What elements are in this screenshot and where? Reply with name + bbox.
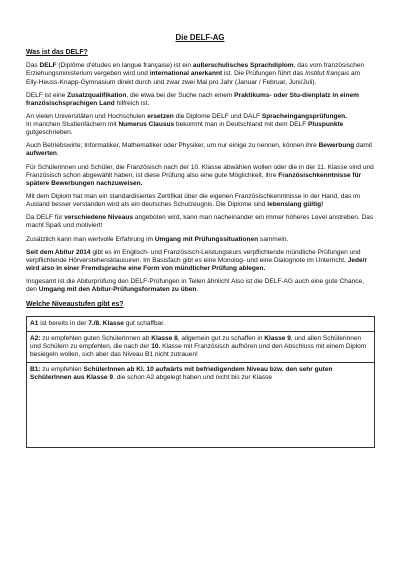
- level-a1-row: A1 ist bereits in der 7./8. Klasse gut schaffbar.: [30, 319, 165, 327]
- paragraph-universities: An vielen Universitäten und Hochschulen ersetzen die Diplome DELF und DALF Spracheingangsprüfungen. In manchen Studienfächern mit Numerus Clausus bekommt man in Deutschland mit dem DELF Pluspunkte gutgeschrieben.: [26, 113, 347, 137]
- paragraph-abitur: Seit dem Abitur 2014 gibt es im Englisch- und Französisch-Leistungskurs verpflichtende mündliche Prüfungen und verpflichtende Hörverstehensklausuren. Im Basisfach gibt es eine Monolog- und eine Dialognote im Unterricht. Jede/r wird also in einer Fremdsprache eine Form von mündlicher Prüfung ablegen.: [26, 248, 367, 272]
- paragraph-intro: Das DELF (Diplôme d'études en langue française) ist ein außerschulisches Sprachdiplom, das vom französischen Erziehungsministerium vergeben wird und international anerkannt ist. Die Prüfungen führt das Institut français am Elly-Heuss-Knapp-Gymnasium direkt durch und zwar zwei Mal pro Jahr (Januar / Februar, Juni/Juli).: [26, 62, 365, 86]
- page-title: Die DELF-AG: [175, 33, 225, 42]
- table-divider: [27, 331, 374, 332]
- section-heading-what-is-delf: Was ist das DELF?: [26, 49, 88, 56]
- paragraph-qualification: DELF ist eine Zusatzqualifikation, die etwa bei der Suche nach einem Praktikums- oder Stu-dienplatz in einem französischsprachigen Land hilfreich ist.: [26, 91, 359, 107]
- section-heading-levels: Welche Niveaustufen gibt es?: [26, 301, 124, 309]
- paragraph-summary: Insgesamt ist die Abiturprüfung den DELF-Prüfungen in Teilen ähnlich! Also ist die DELF-AG auch eine gute Chance, den Umgang mit den Abitur-Prüfungsformaten zu üben.: [26, 278, 364, 294]
- paragraph-experience: Zusätzlich kann man wertvolle Erfahrung im Umgang mit Prüfungssituationen sammeln.: [26, 235, 289, 243]
- paragraph-diploma: Mit dem Diplom hat man ein standardisiertes Zertifikat über die eigenen Französischkenntnisse in der Hand, das im Ausland besser verstanden wird als ein deutsches Schulzeugnis. Die Diplome sind lebenslang gültig!: [26, 192, 361, 208]
- paragraph-students: Für Schülerinnen und Schüler, die Französisch nach der 10. Klasse abwählen wollen oder die in der 11. Klasse sind und Französisch schon abgewählt haben, ist diese Prüfung also eine gute Möglichkeit, ihre Französischkenntnisse für spätere Bewerbungen nachzuweisen.: [26, 163, 374, 187]
- level-b1-row: B1: zu empfehlen SchülerInnen ab Kl. 10 aufwärts mit befriedigendem Niveau bzw. den sehr guten SchülerInnen aus Klasse 9, die schon A2 abgelegt haben und nicht bis zur Klasse: [30, 365, 333, 381]
- levels-table: [26, 316, 375, 448]
- paragraph-levels: Da DELF für verschiedene Niveaus angeboten wird, kann man nacheinander ein immer höheres Level anstreben. Das macht Spaß und motiviert!: [26, 214, 374, 230]
- table-divider: [27, 362, 374, 363]
- level-a2-row: A2: zu empfehlen guten SchülerInnen ab Klasse 8, allgemein gut zu schaffen in Klasse 9, und allen Schülerinnen und Schülern zu empfehlen, die nach der 10. Klasse mit Französisch aufhören und den Abschluss mit einem Diplom besiegeln wollen, sich aber das Niveau B1 nicht zutrauen!: [30, 334, 367, 358]
- paragraph-professions: Auch Betriebswirte; Informatiker, Mathematiker oder Physiker, um nur einige zu nennen, können ihre Bewerbung damit aufwerten.: [26, 142, 373, 158]
